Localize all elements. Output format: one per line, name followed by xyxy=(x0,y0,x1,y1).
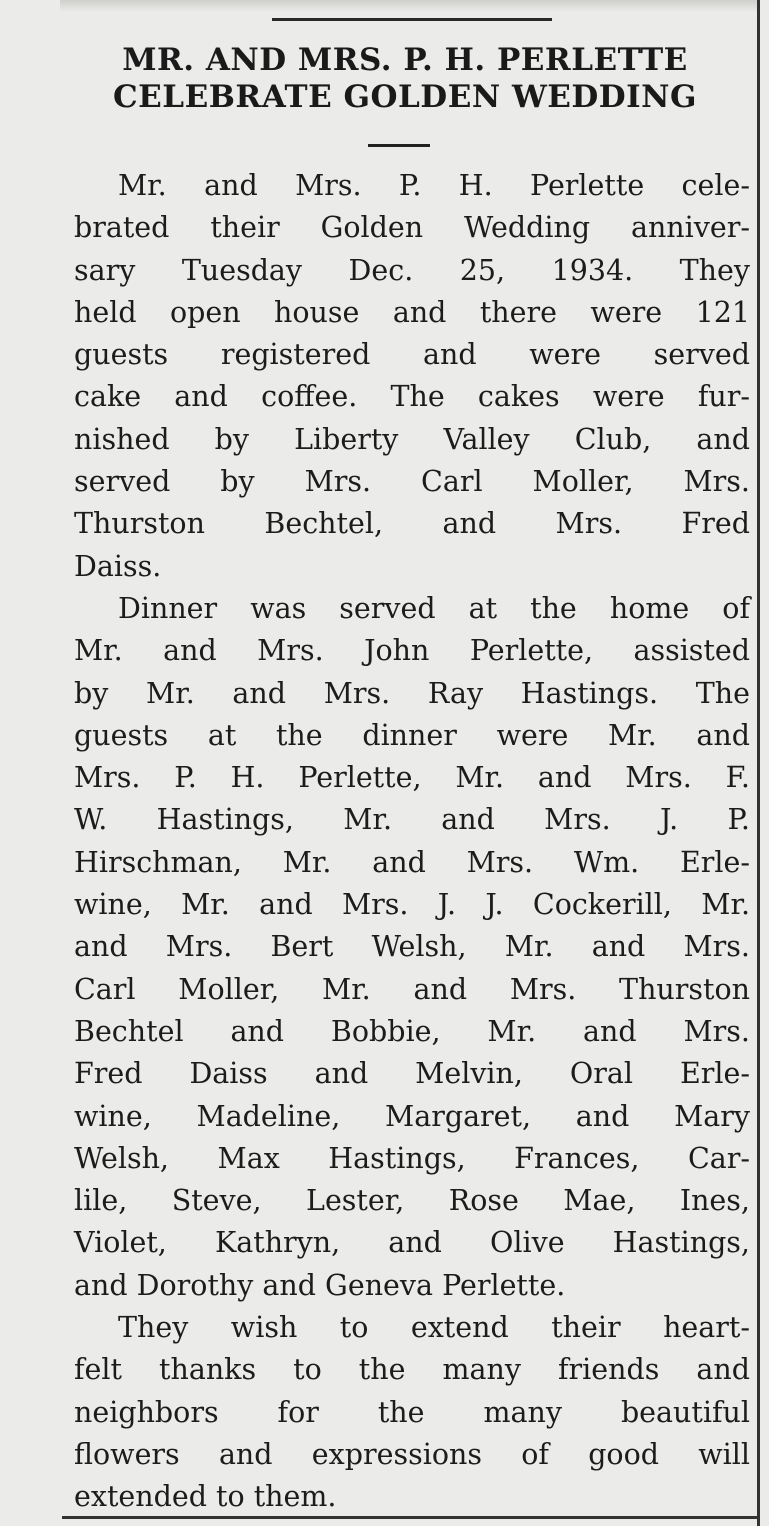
text-line: Dinner was served at the home of xyxy=(118,591,750,625)
text-line: Daiss. xyxy=(74,549,162,583)
text-line: guests registered and were served xyxy=(74,338,750,372)
text-line: lile, Steve, Lester, Rose Mae, Ines, xyxy=(74,1184,750,1218)
text-line: held open house and there were 121 xyxy=(74,295,750,329)
text-line: Bechtel and Bobbie, Mr. and Mrs. xyxy=(74,1014,750,1048)
text-line: Fred Daiss and Melvin, Oral Erle- xyxy=(74,1057,750,1091)
headline-line-2: CELEBRATE GOLDEN WEDDING xyxy=(113,79,697,115)
text-line: felt thanks to the many friends and xyxy=(74,1353,750,1387)
text-line: cake and coffee. The cakes were fur- xyxy=(74,380,750,414)
text-line: Violet, Kathryn, and Olive Hastings, xyxy=(74,1226,750,1260)
text-line: wine, Madeline, Margaret, and Mary xyxy=(74,1099,750,1133)
text-line: Mr. and Mrs. John Perlette, assisted xyxy=(74,634,750,668)
text-line: wine, Mr. and Mrs. J. J. Cockerill, Mr. xyxy=(74,888,750,922)
paragraph-2 xyxy=(74,588,750,1307)
headline-line-1: MR. AND MRS. P. H. PERLETTE xyxy=(122,42,688,78)
text-line: sary Tuesday Dec. 25, 1934. They xyxy=(74,253,750,287)
text-line: by Mr. and Mrs. Ray Hastings. The xyxy=(74,676,750,710)
column-right-rule xyxy=(757,0,760,1526)
text-line: Welsh, Max Hastings, Frances, Car- xyxy=(74,1141,750,1175)
text-line: Mrs. P. H. Perlette, Mr. and Mrs. F. xyxy=(74,761,750,795)
bottom-divider-rule xyxy=(62,1516,760,1519)
article-body xyxy=(74,165,750,1519)
text-line: Carl Moller, Mr. and Mrs. Thurston xyxy=(74,972,750,1006)
headline xyxy=(60,42,750,116)
text-line: They wish to extend their heart- xyxy=(118,1311,750,1345)
text-line: and Mrs. Bert Welsh, Mr. and Mrs. xyxy=(74,930,750,964)
text-line: W. Hastings, Mr. and Mrs. J. P. xyxy=(74,803,750,837)
text-line: nished by Liberty Valley Club, and xyxy=(74,422,750,456)
text-line: served by Mrs. Carl Moller, Mrs. xyxy=(74,465,750,499)
text-line: guests at the dinner were Mr. and xyxy=(74,718,750,752)
text-line: brated their Golden Wedding anniver- xyxy=(74,211,750,245)
text-line: and Dorothy and Geneva Perlette. xyxy=(74,1268,566,1302)
text-line: Mr. and Mrs. P. H. Perlette cele- xyxy=(118,169,750,202)
text-line: neighbors for the many beautiful xyxy=(74,1395,750,1429)
paragraph-1 xyxy=(74,165,750,588)
text-line: extended to them. xyxy=(74,1480,337,1514)
headline-divider-rule xyxy=(368,144,430,147)
text-line: Thurston Bechtel, and Mrs. Fred xyxy=(74,507,750,541)
text-line: flowers and expressions of good will xyxy=(74,1437,750,1471)
top-edge-smudge xyxy=(60,0,760,12)
top-divider-rule xyxy=(272,18,552,21)
text-line: Hirschman, Mr. and Mrs. Wm. Erle- xyxy=(74,845,750,879)
paragraph-3 xyxy=(74,1307,750,1518)
